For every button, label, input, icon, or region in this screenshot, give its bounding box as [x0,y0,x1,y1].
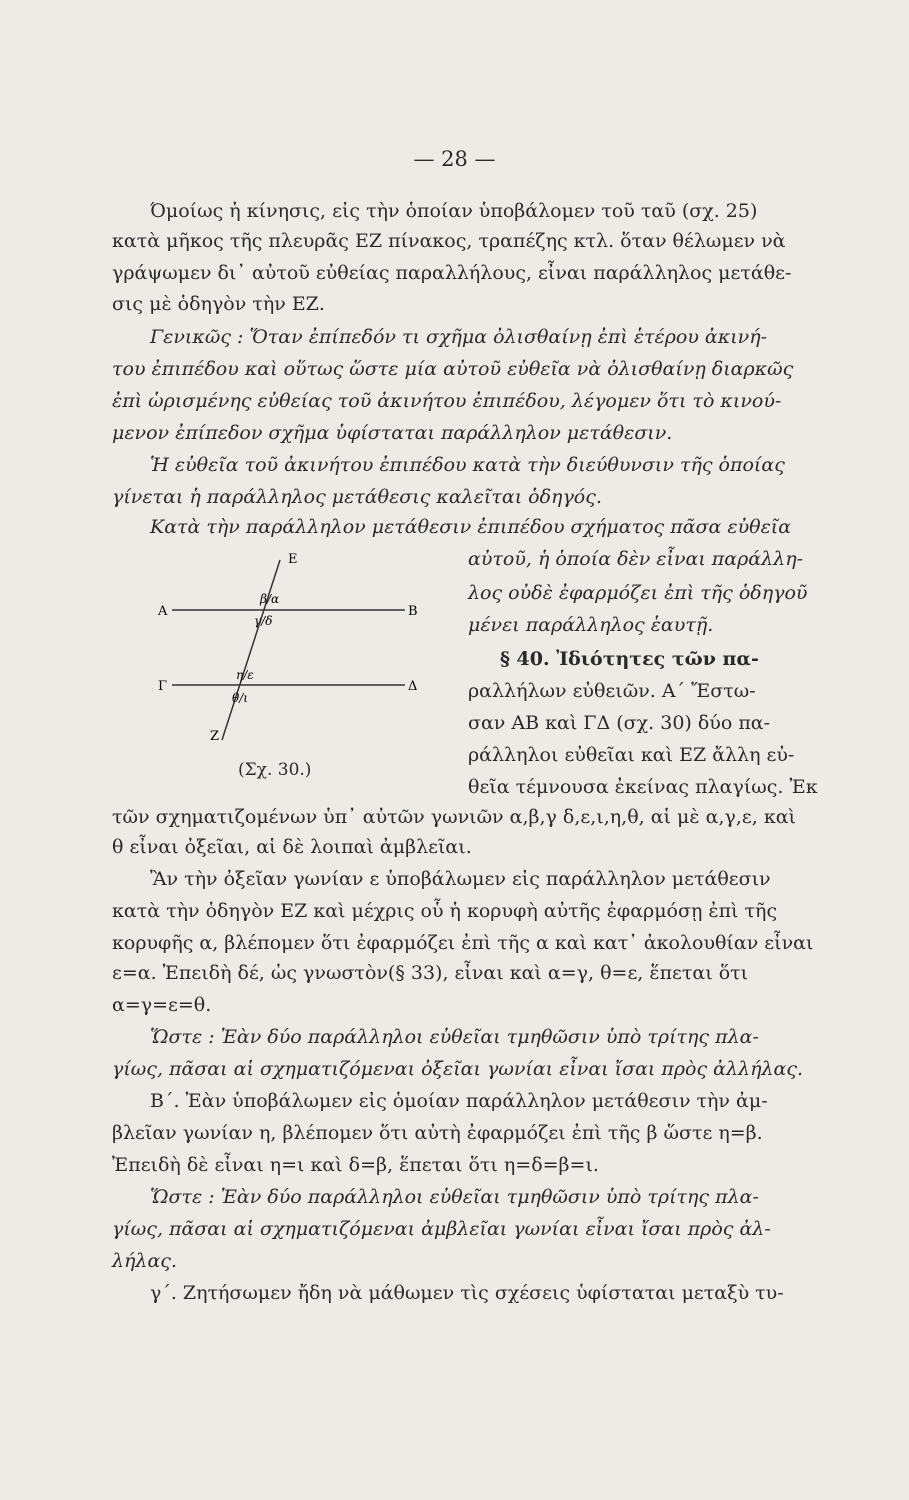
text-line: γ΄. Ζητήσωμεν ἤδη νὰ μάθωμεν τὶς σχέσεις ὑφίσταται μεταξὺ τυ- [150,1282,784,1304]
label-he: η/ε [236,668,254,682]
text-line: γίως, πᾶσαι αἱ σχηματιζόμεναι ὀξεῖαι γωνίαι εἶναι ἴσαι πρὸς ἀλλήλας. [112,1058,804,1080]
text-line: ε=α. Ἐπειδὴ δέ, ὡς γνωστὸν(§ 33), εἶναι καὶ α=γ, θ=ε, ἕπεται ὅτι [112,962,749,984]
wrap-line: σαν ΑΒ καὶ ΓΔ (σχ. 30) δύο πα- [468,712,771,734]
text-line: ἐπὶ ὡρισμένης εὐθείας τοῦ ἀκινήτου ἐπιπέδου, λέγομεν ὅτι τὸ κινού- [112,390,782,412]
wrap-line: ραλλήλων εὐθειῶν. Α΄ Ἔστω- [468,680,756,702]
text-line: γίνεται ἡ παράλληλος μετάθεσις καλεῖται ὁδηγός. [112,486,602,508]
text-line: κατὰ μῆκος τῆς πλευρᾶς ΕΖ πίνακος, τραπέζης κτλ. ὅταν θέλωμεν νὰ [112,230,786,252]
label-gd: γ/δ [254,614,273,628]
label-z: Ζ [210,729,220,744]
wrap-line: θεῖα τέμνουσα ἐκείνας πλαγίως. Ἐκ [468,776,818,798]
text-line: του ἐπιπέδου καὶ οὕτως ὥστε μία αὐτοῦ εὐθεῖα νὰ ὀλισθαίνῃ διαρκῶς [112,358,794,380]
text-line: Β΄. Ἐὰν ὑποβάλωμεν εἰς ὁμοίαν παράλληλον μετάθεσιν τὴν ἀμ- [150,1090,768,1112]
text-line: Ὥστε : Ἐὰν δύο παράλληλοι εὐθεῖαι τμηθῶσιν ὑπὸ τρίτης πλα- [150,1026,759,1048]
text-line: Ἂν τὴν ὀξεῖαν γωνίαν ε ὑποβάλωμεν εἰς παράλληλον μετάθεσιν [150,868,771,890]
label-g: Γ [158,679,168,694]
label-thi: θ/ι [232,691,248,705]
text-line: λήλας. [112,1250,177,1272]
text-line: Όμοίως ἡ κίνησις, εἰς τὴν ὁποίαν ὑποβάλομεν τοῦ ταῦ (σχ. 25) [150,200,758,222]
text-line: γίως, πᾶσαι αἱ σχηματιζόμεναι ἀμβλεῖαι γωνίαι εἶναι ἴσαι πρὸς ἀλ- [112,1218,771,1240]
text-line: σις μὲ ὁδηγὸν τὴν ΕΖ. [112,293,325,315]
label-e: Ε [288,552,298,567]
text-line: Ἡ εὐθεῖα τοῦ ἀκινήτου ἐπιπέδου κατὰ τὴν διεύθυνσιν τῆς ὁποίας [150,454,785,476]
label-d: Δ [408,679,418,694]
text-line: Ὥστε : Ἐὰν δύο παράλληλοι εὐθεῖαι τμηθῶσιν ὑπὸ τρίτης πλα- [150,1186,759,1208]
text-line: γράψωμεν δι᾽ αὐτοῦ εὐθείας παραλλήλους, εἶναι παράλληλος μετάθε- [112,262,792,284]
label-ba: β/α [260,592,280,606]
wrap-line: αὐτοῦ, ἡ ὁποία δὲν εἶναι παράλλη- [468,548,804,570]
label-b: Β [408,604,418,619]
text-line: Γενικῶς : Ὅταν ἐπίπεδόν τι σχῆμα ὀλισθαίνῃ ἐπὶ ἑτέρου ἀκινή- [150,326,768,348]
label-a: Α [158,604,168,619]
text-line: κορυφῆς α, βλέπομεν ὅτι ἐφαρμόζει ἐπὶ τῆς α καὶ κατ᾽ ἀκολουθίαν εἶναι [112,932,814,954]
wrap-line: ράλληλοι εὐθεῖαι καὶ ΕΖ ἄλλη εὐ- [468,744,795,766]
wrap-line: μένει παράλληλος ἑαυτῇ. [468,614,714,636]
text-line: τῶν σχηματιζομένων ὑπ᾽ αὐτῶν γωνιῶν α,β,γ δ,ε,ι,η,θ, αἱ μὲ α,γ,ε, καὶ [112,806,796,828]
figure-30 [150,545,450,780]
figure-caption: (Σχ. 30.) [238,760,312,780]
wrap-line: λος οὐδὲ ἐφαρμόζει ἐπὶ τῆς ὁδηγοῦ [468,582,808,604]
text-line: θ εἶναι ὀξεῖαι, αἱ δὲ λοιπαὶ ἀμβλεῖαι. [112,836,472,858]
text-line: κατὰ τὴν ὁδηγὸν ΕΖ καὶ μέχρις οὗ ἡ κορυφὴ αὐτῆς ἐφαρμόσῃ ἐπὶ τῆς [112,900,778,922]
page-number: — 28 — [413,147,496,171]
text-line: μενον ἐπίπεδον σχῆμα ὑφίσταται παράλληλον μετάθεσιν. [112,422,673,444]
text-line: βλεῖαν γωνίαν η, βλέπομεν ὅτι αὐτὴ ἐφαρμόζει ἐπὶ τῆς β ὥστε η=β. [112,1122,763,1144]
text-line: α=γ=ε=θ. [112,994,212,1016]
section-heading: § 40. Ἰδιότητες τῶν πα- [500,648,759,670]
text-line: Ἐπειδὴ δὲ εἶναι η=ι καὶ δ=β, ἕπεται ὅτι η=δ=β=ι. [112,1154,599,1176]
text-line: Κατὰ τὴν παράλληλον μετάθεσιν ἐπιπέδου σχήματος πᾶσα εὐθεῖα [150,516,792,538]
